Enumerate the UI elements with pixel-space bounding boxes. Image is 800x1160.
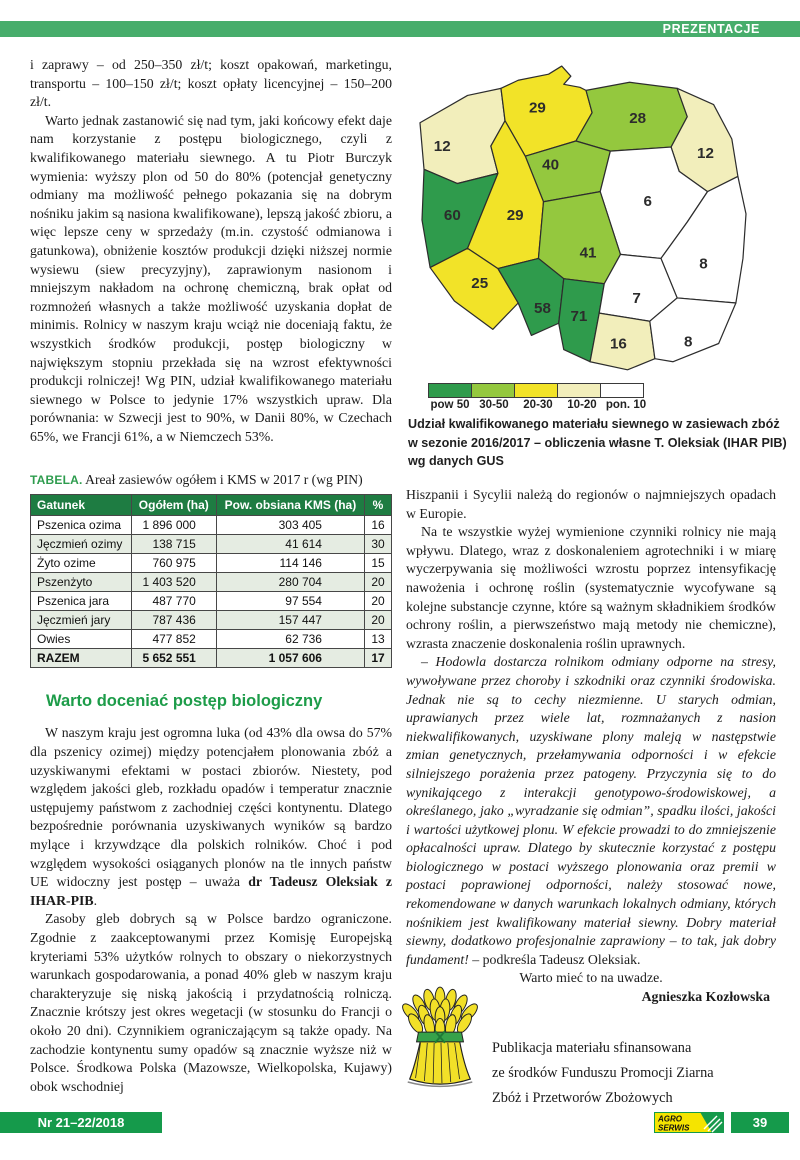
table-header-row xyxy=(31,495,392,516)
table-cell: 487 770 xyxy=(131,592,216,611)
agro-serwis-logo-icon xyxy=(654,1112,724,1133)
region-value-label: 7 xyxy=(632,290,641,307)
region-value-label: 29 xyxy=(506,206,524,224)
region-value-label: 8 xyxy=(684,333,693,351)
table-cell: 1 896 000 xyxy=(131,516,216,535)
kms-area-table xyxy=(30,494,392,668)
table-body xyxy=(31,516,392,668)
section-title: PREZENTACJE xyxy=(662,22,760,36)
issue-label: Nr 21–22/2018 xyxy=(37,1115,125,1130)
table-cell: 760 975 xyxy=(131,554,216,573)
quote-text: – Hodowla dostarcza rolnikom odmiany odporne na stresy, wywoływane przez choroby i szkodniki oraz czynniki środowiska. Jednak nie są to cechy niezmienne. U starych odmian, uprawianych przez wiele lat, rozmnażanych z nasion niekwalifikowanych, uzyskiwane plony maleją w następstwie zmian genetycznych, przełamywania odporności i w efekcie silniejszego porażenia przez patogeny. Przyczynia się to do wynikającego z interakcji genotypowo-środowiskowej, a określanego, jako „wyradzanie się odmian”, spadku ilości, jakości i wartości użytkowej plonu. W efekcie prowadzi to do zmniejszenie opłacalności upraw. Dlatego by skutecznie korzystać z postępu biologicznego w postaci wyższego plonowania oraz premii w postaci poprawionej odporności, należy stosować nowe, rekomendowane w danych warunkach lokalnych odmiany, których nośnikiem jest kwalifikowany materiał siewny. Dobry materiał siewny, dodatkowo profesjonalnie zaprawiony – to tak, jak dobry fundament! xyxy=(406,654,776,967)
funding-note xyxy=(492,1036,714,1111)
legend-swatch xyxy=(428,383,472,398)
region-value-label: 58 xyxy=(534,300,551,318)
funding-line: Zbóż i Przetworów Zbożowych xyxy=(492,1090,673,1106)
paragraph: Warto jednak zastanowić się nad tym, jaki końcowy efekt daje nam korzystanie z postępu biologicznego, czyli z kwalifikowanego materiału siewnego. A tu Piotr Burczyk wymienia: wyższy plon od 50 do 80% (potencjał genetyczny odmiany ma możliwość pełnego pokazania się na dobrym nośniku jakim są nasiona kwalifikowane), lepszą jakość zbioru, a więc lepsze ceny w sprzedaży (m.in. czystość odmianowa i gatunkowa), obniżenie kosztów produkcji dzięki niższej normie wysiewu (siew precyzyjny), zaprawionym nasionom i mniejszym nakładom na ochronę chemiczną, brak opłat od rozmnożeń własnych a także możliwość uzyskania dopłat de minimis. Rolnicy w naszym kraju wciąż nie doceniają faktu, że wszystkich środków produkcji, postęp biologiczny w największym stopniu przekłada się na wzrost efektywności produkcji rolniczej! Wg PIN, udział kwalifikowanego materiału siewnego w Polsce to jedynie 17% wszystkich upraw. Dla porównania: w Szwecji jest to 90%, w Danii 80%, w Czechach 65%, we Francji 61%, a w Niemczech 53%. xyxy=(30,112,392,444)
table-cell: 114 146 xyxy=(216,554,364,573)
table-row xyxy=(31,535,392,554)
table-cell: Pszenica jara xyxy=(31,592,132,611)
paragraph xyxy=(30,724,392,910)
table-cell: Owies xyxy=(31,630,132,649)
table-cell: Jęczmień ozimy xyxy=(31,535,132,554)
region-value-label: 71 xyxy=(570,308,588,326)
table-cell: 13 xyxy=(364,630,391,649)
region-value-label: 60 xyxy=(443,206,461,224)
issue-badge xyxy=(0,1112,162,1133)
legend-label: pow 50 xyxy=(430,399,470,411)
paragraph-text: . xyxy=(93,892,98,908)
table-row xyxy=(31,592,392,611)
region-zachodniopomorskie xyxy=(420,88,505,183)
table-row xyxy=(31,516,392,535)
expert-quote xyxy=(406,653,776,969)
expert-name: dr Tadeusz Oleksiak z IHAR-PIB xyxy=(30,874,393,908)
svg-text:SERWIS: SERWIS xyxy=(658,1123,690,1133)
table-header-cell: % xyxy=(364,495,391,516)
table-cell: 97 554 xyxy=(216,592,364,611)
region-value-label: 16 xyxy=(609,335,627,353)
agro-serwis-logo xyxy=(654,1112,724,1138)
map-caption-line: wg danych GUS xyxy=(408,454,504,468)
paragraph: Zasoby gleb dobrych są w Polsce bardzo ograniczone. Zgodnie z zaakceptowanymi przez Komisję Europejską kryteriami 53% użytków rolnych to obszary o niekorzystnych warunkach gospodarowania, a ponad 40% gleb w naszym kraju charakteryzuje się niską jakością i przydatnością rolniczą. Znacznie krótszy jest okres wegetacji (w stosunku do Francji o około 20 dni). Czynnikiem ograniczającym są także opady. Na zachodzie kontynentu sumy opadów są znacznie wyższe niż w Polsce. Środkowa Polska (Mazowsze, Wielkopolska, Kujawy) obok wschodniej xyxy=(30,911,392,1094)
table-cell: 20 xyxy=(364,611,391,630)
legend-swatch xyxy=(514,383,558,398)
funding-line: Publikacja materiału sfinansowana xyxy=(492,1040,692,1056)
map-caption xyxy=(408,415,788,471)
table-caption xyxy=(30,472,392,488)
right-column xyxy=(406,486,776,1007)
legend-swatch xyxy=(471,383,515,398)
table-cell: Jęczmień jary xyxy=(31,611,132,630)
table-cell: 20 xyxy=(364,592,391,611)
table-cell: 15 xyxy=(364,554,391,573)
closing-line: Warto mieć to na uwadze. xyxy=(519,970,663,986)
page-number-badge xyxy=(731,1112,789,1133)
legend-label: 30-50 xyxy=(479,399,509,411)
legend-label: pon. 10 xyxy=(605,399,647,411)
table-row xyxy=(31,554,392,573)
table-row xyxy=(31,630,392,649)
region-value-label: 28 xyxy=(629,109,647,127)
page-number: 39 xyxy=(752,1115,768,1130)
paragraph: Na te wszystkie wyżej wymienione czynniki rolnicy nie mają wpływu. Dlatego, wraz z doskonaleniem agrotechniki i w miarę wyczerpywania się możliwości wzrostu poprzez intensyfikację nawożenia i ochronę roślin (systematycznie wycofywane są kolejne substancje czynne, które są ważnym składnikiem środków ochrony roślin, a pierwszeństwo mają metody nie chemiczne), wzrasta znaczenie doskonalenia roślin uprawnych. xyxy=(406,524,776,651)
table-cell: Pszenżyto xyxy=(31,573,132,592)
table-row xyxy=(31,573,392,592)
table-cell: 303 405 xyxy=(216,516,364,535)
table-caption-tag: TABELA. xyxy=(30,473,83,488)
map-caption-line: Udział kwalifikowanego materiału siewnego w zasiewach zbóż xyxy=(408,417,780,431)
table-caption-text: Areał zasiewów ogółem i KMS w 2017 r (wg PIN) xyxy=(82,472,363,488)
region-value-label: 29 xyxy=(528,99,546,117)
paragraph: i zaprawy – od 250–350 zł/t; koszt opakowań, marketingu, transportu – 100–150 zł/t; koszt opłaty licencyjnej – 150–200 zł/t. xyxy=(30,57,392,110)
table-cell: 157 447 xyxy=(216,611,364,630)
poland-map xyxy=(408,60,780,389)
table-row xyxy=(31,611,392,630)
top-section-bar xyxy=(0,21,800,37)
legend-label: 20-30 xyxy=(523,399,553,411)
table-cell: 30 xyxy=(364,535,391,554)
table-cell: 16 xyxy=(364,516,391,535)
table-cell: Pszenica ozima xyxy=(31,516,132,535)
left-column xyxy=(30,56,392,1096)
wheat-sheaf-logo xyxy=(396,984,484,1097)
legend-labels xyxy=(428,399,648,411)
map-legend xyxy=(428,383,648,411)
region-value-label: 40 xyxy=(542,156,560,174)
region-value-label: 6 xyxy=(643,192,653,210)
table-header-cell: Pow. obsiana KMS (ha) xyxy=(216,495,364,516)
section-heading: Warto doceniać postęp biologiczny xyxy=(46,692,323,711)
region-value-label: 25 xyxy=(471,274,489,292)
table-cell: 477 852 xyxy=(131,630,216,649)
region-value-label: 12 xyxy=(433,138,451,156)
table-cell: 17 xyxy=(364,649,391,668)
region-value-label: 12 xyxy=(697,145,714,163)
table-cell: 1 057 606 xyxy=(216,649,364,668)
svg-text:AGRO: AGRO xyxy=(658,1114,682,1124)
author-name: Agnieszka Kozłowska xyxy=(641,989,770,1005)
table-cell: 280 704 xyxy=(216,573,364,592)
poland-map-svg xyxy=(408,60,760,384)
table-cell: 138 715 xyxy=(131,535,216,554)
legend-swatch xyxy=(557,383,601,398)
legend-label: 10-20 xyxy=(567,399,597,411)
paragraph-text: W naszym kraju jest ogromna luka (od 43% dla owsa do 57% dla pszenicy ozimej) między potencjałem plonowania zbóż a uzyskiwanymi efektami w postaci zbiorów. Niestety, pod względem jakości gleb, rozkładu opadów i temperatur znacznie ustępujemy państwom z zachodniej części kontynentu. Dlatego bezpośrednie porównania uzyskiwanych wyników są bardzo mylące i krzywdzące dla polskich rolników. Choć i pod względem wysokości osiąganych plonów na tle innych państw UE widoczny jest postęp – uważa xyxy=(30,725,392,890)
table-header-cell: Ogółem (ha) xyxy=(131,495,216,516)
funding-line: ze środków Funduszu Promocji Ziarna xyxy=(492,1065,714,1081)
table-cell: 1 403 520 xyxy=(131,573,216,592)
table-cell: 41 614 xyxy=(216,535,364,554)
table-cell: 62 736 xyxy=(216,630,364,649)
table-head xyxy=(31,495,392,516)
legend-swatch xyxy=(600,383,644,398)
region-value-label: 41 xyxy=(579,244,597,262)
table-cell: RAZEM xyxy=(31,649,132,668)
wheat-sheaf-icon xyxy=(396,984,484,1092)
table-cell: Żyto ozime xyxy=(31,554,132,573)
paragraph: Hiszpanii i Sycylii należą do regionów o najmniejszych opadach w Europie. xyxy=(406,487,776,521)
table-cell: 5 652 551 xyxy=(131,649,216,668)
table-row xyxy=(31,649,392,668)
map-caption-line: w sezonie 2016/2017 – obliczenia własne T. Oleksiak (IHAR PIB) xyxy=(408,435,787,450)
table-cell: 787 436 xyxy=(131,611,216,630)
legend-swatches xyxy=(428,383,648,398)
quote-attribution: – podkreśla Tadeusz Oleksiak. xyxy=(468,951,641,967)
table-header-cell: Gatunek xyxy=(31,495,132,516)
table-cell: 20 xyxy=(364,573,391,592)
region-value-label: 8 xyxy=(699,255,708,273)
